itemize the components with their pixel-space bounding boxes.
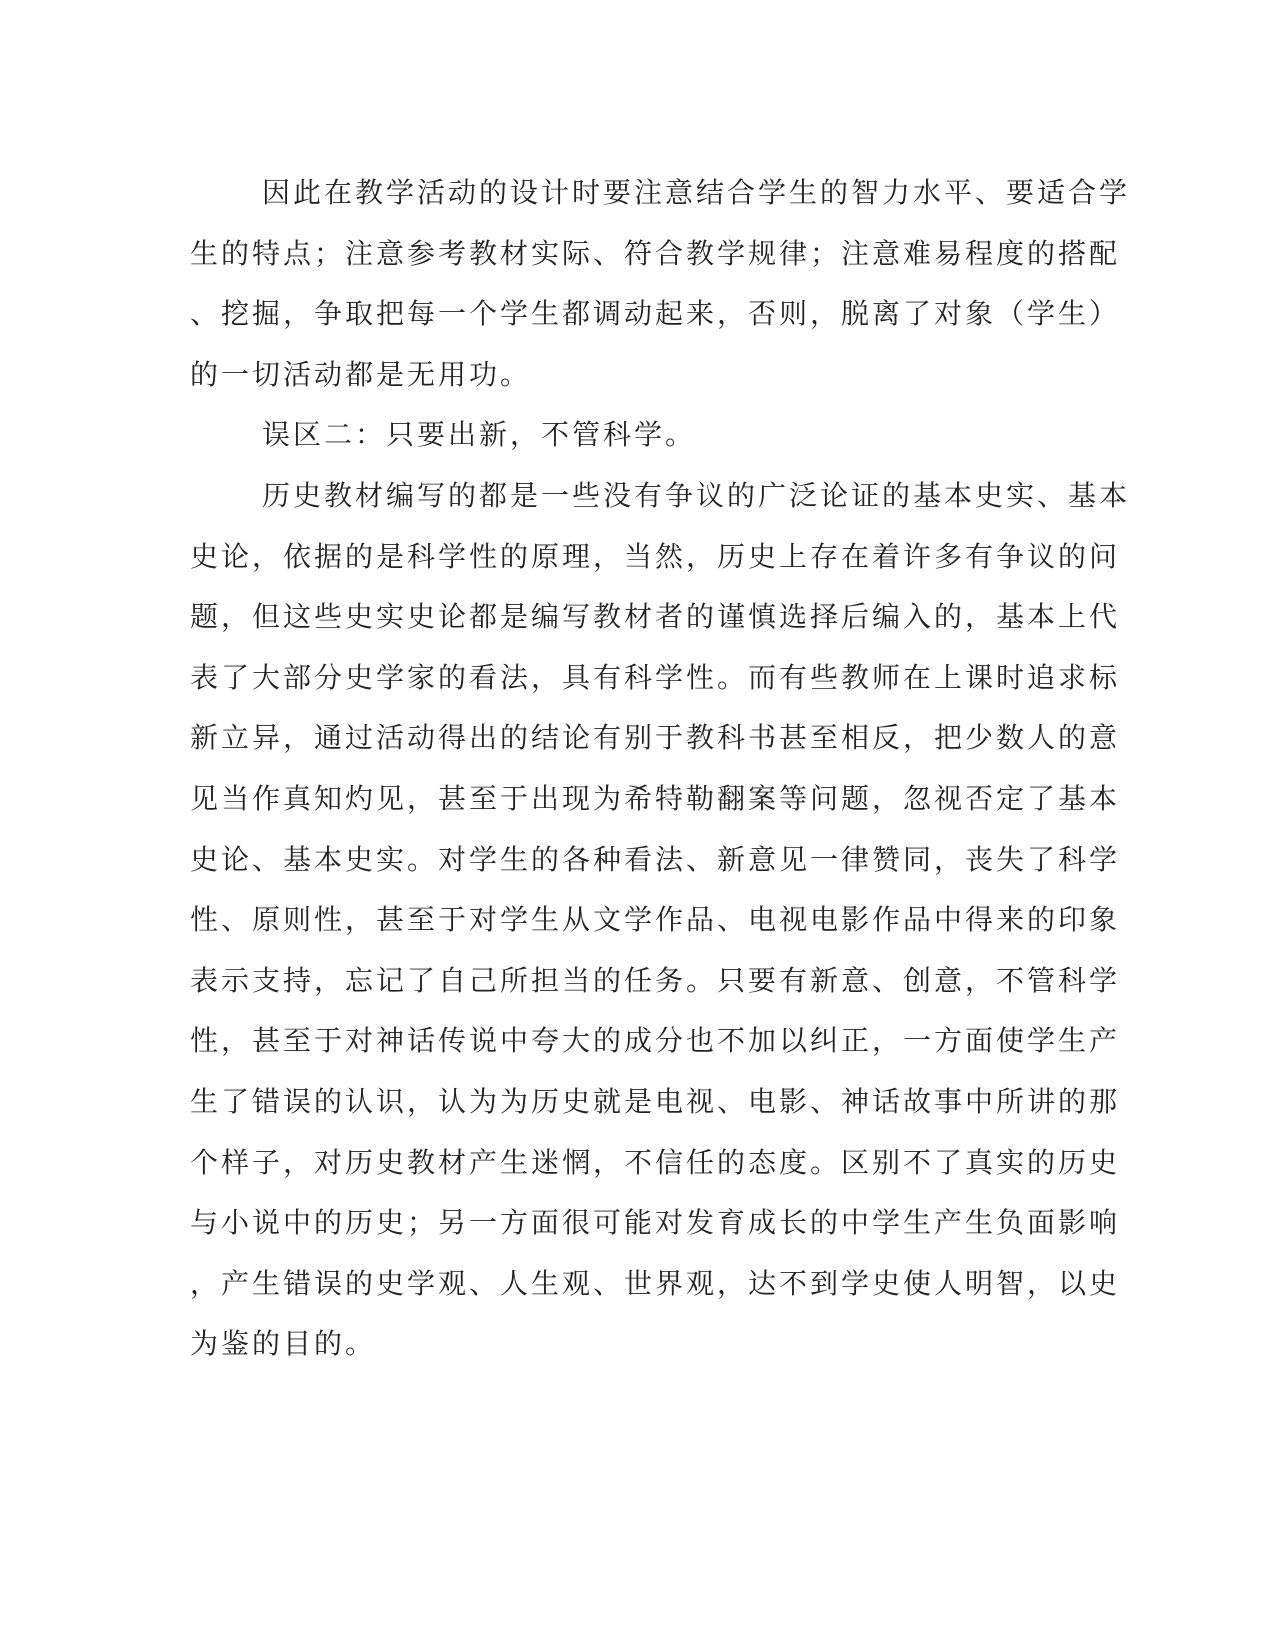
paragraph-line: 历史教材编写的都是一些没有争议的广泛论证的基本史实、基本 [262, 478, 1131, 512]
paragraph-line: 史论、基本史实。对学生的各种看法、新意见一律赞同，丧失了科学 [190, 842, 1121, 876]
paragraph-line: 生了错误的认识，认为为历史就是电视、电影、神话故事中所讲的那 [190, 1084, 1121, 1118]
paragraph-line: 为鉴的目的。 [190, 1327, 377, 1361]
paragraph-line: 性，甚至于对神话传说中夸大的成分也不加以纠正，一方面使学生产 [190, 1024, 1121, 1058]
paragraph-line: ，产生错误的史学观、人生观、世界观，达不到学史使人明智，以史 [190, 1266, 1121, 1300]
paragraph-line: 题，但这些史实史论都是编写教材者的谨慎选择后编入的，基本上代 [190, 600, 1121, 634]
paragraph-line: 、挖掘，争取把每一个学生都调动起来，否则，脱离了对象（学生） [190, 297, 1121, 331]
section-heading: 误区二：只要出新，不管科学。 [262, 418, 697, 452]
paragraph-line: 因此在教学活动的设计时要注意结合学生的智力水平、要适合学 [262, 176, 1131, 209]
paragraph-line: 个样子，对历史教材产生迷惘，不信任的态度。区别不了真实的历史 [190, 1145, 1121, 1179]
paragraph-line: 史论，依据的是科学性的原理，当然，历史上存在着许多有争议的问 [190, 539, 1121, 573]
paragraph-line: 表示支持，忘记了自己所担当的任务。只要有新意、创意，不管科学 [190, 963, 1121, 997]
paragraph-line: 表了大部分史学家的看法，具有科学性。而有些教师在上课时追求标 [190, 660, 1121, 694]
paragraph-line: 新立异，通过活动得出的结论有别于教科书甚至相反，把少数人的意 [190, 721, 1121, 755]
paragraph-line: 与小说中的历史；另一方面很可能对发育成长的中学生产生负面影响 [190, 1206, 1121, 1240]
paragraph-line: 见当作真知灼见，甚至于出现为希特勒翻案等问题，忽视否定了基本 [190, 781, 1121, 815]
paragraph-line: 生的特点；注意参考教材实际、符合教学规律；注意难易程度的搭配 [190, 236, 1121, 270]
paragraph-line: 性、原则性，甚至于对学生从文学作品、电视电影作品中得来的印象 [190, 903, 1121, 937]
paragraph-line: 的一切活动都是无用功。 [190, 357, 532, 391]
body-text [190, 163, 1131, 1375]
